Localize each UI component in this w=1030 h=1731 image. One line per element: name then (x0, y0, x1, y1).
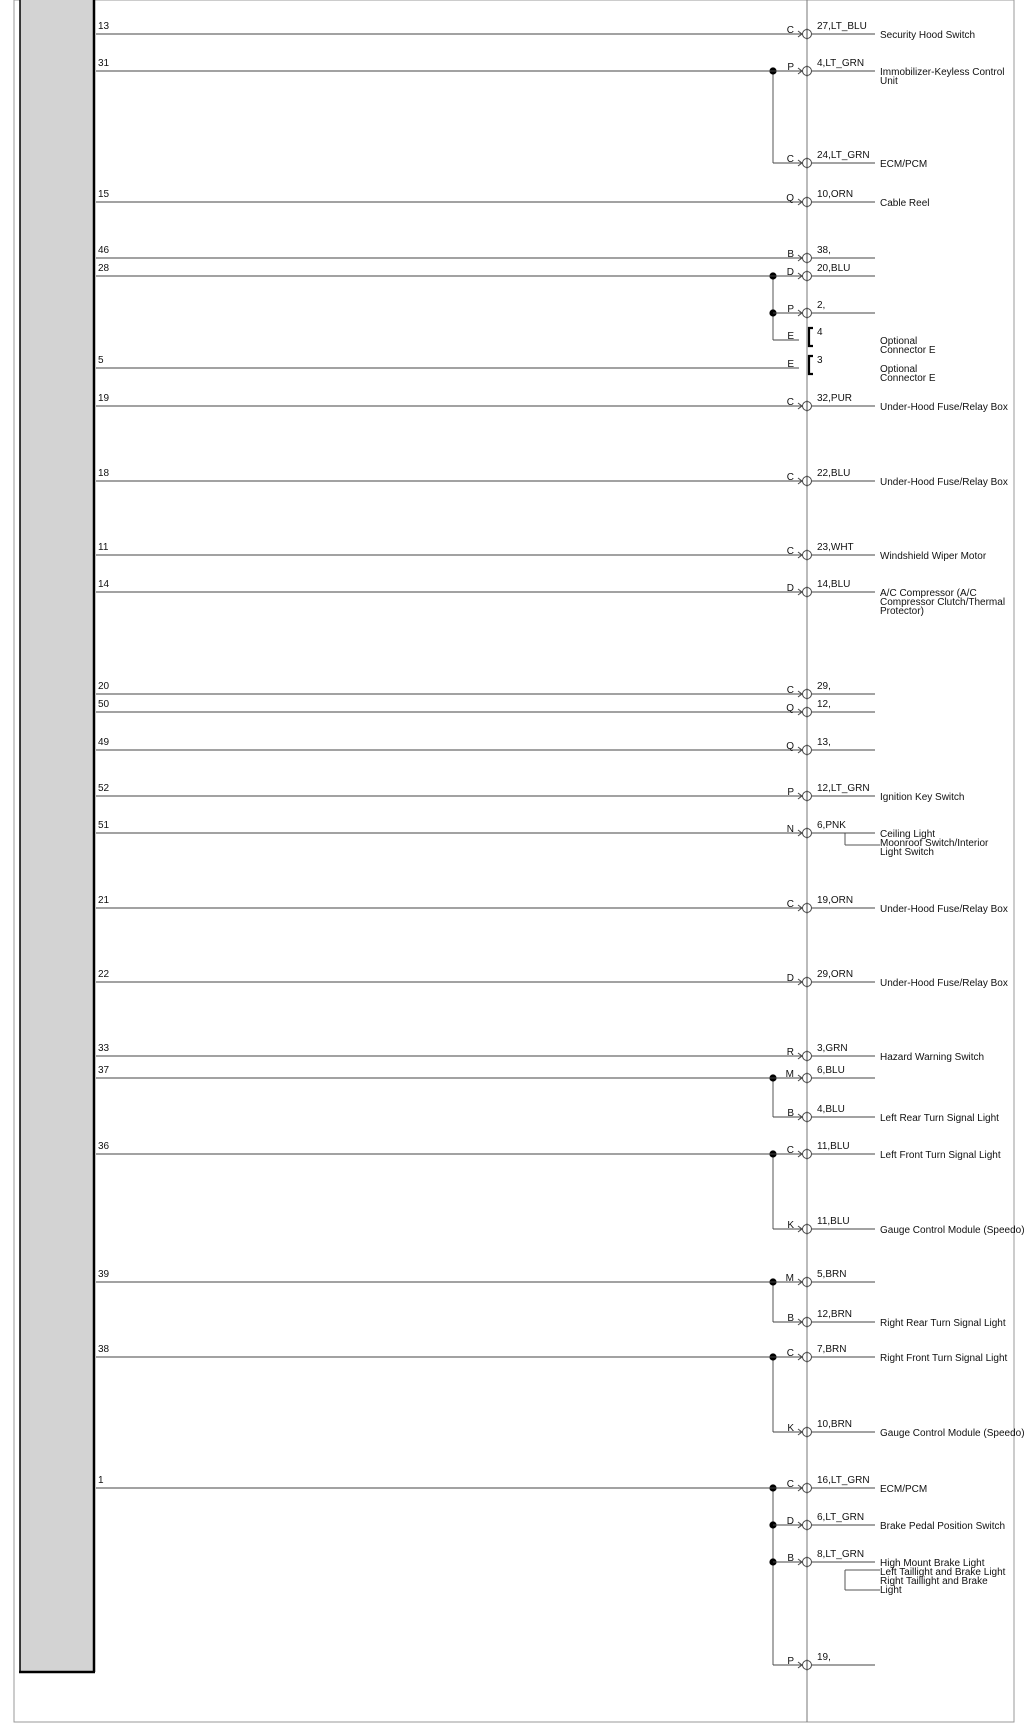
component-label: Under-Hood Fuse/Relay Box (880, 402, 1008, 413)
circuit-row (96, 245, 875, 264)
wire-spec: 24,LT_GRN (817, 150, 870, 161)
wire-spec: 8,LT_GRN (817, 1549, 865, 1560)
circuit-row (96, 895, 1008, 915)
component-label: Optional (880, 336, 918, 347)
wire-spec: 11,BLU (817, 1216, 850, 1227)
pin-number: 1 (98, 1475, 104, 1486)
component-label: ECM/PCM (880, 1484, 928, 1495)
pin-number: 38 (98, 1344, 110, 1355)
wire-spec: 6,PNK (817, 820, 846, 831)
pin-number: 19 (98, 393, 110, 404)
circuit-row (773, 1549, 1006, 1596)
component-label: Ignition Key Switch (880, 792, 965, 803)
circuit-row (96, 393, 1008, 413)
connector-letter: B (787, 249, 794, 260)
optional-connector-bracket (809, 328, 813, 346)
component-label: Gauge Control Module (Speedo) (880, 1225, 1025, 1236)
pin-number: 15 (98, 189, 110, 200)
connector-letter: C (786, 397, 794, 408)
component-label: ECM/PCM (880, 159, 928, 170)
connector-letter: C (786, 899, 794, 910)
component-label: Immobilizer-Keyless Control (880, 67, 1005, 78)
pin-number: 39 (98, 1269, 110, 1280)
circuit-row (96, 820, 989, 858)
component-label: Protector) (880, 606, 924, 617)
wire-spec: 4,LT_GRN (817, 58, 865, 69)
connector-letter: P (787, 787, 794, 798)
wire-spec: 6,BLU (817, 1065, 845, 1076)
component-label: Light Switch (880, 847, 934, 858)
wire-spec: 38, (817, 245, 831, 256)
component-label: Hazard Warning Switch (880, 1052, 985, 1063)
component-label: A/C Compressor (A/C (880, 588, 977, 599)
pin-number: 13 (98, 21, 110, 32)
connector-letter: E (787, 359, 794, 370)
component-label: Right Front Turn Signal Light (880, 1353, 1008, 1364)
wire-spec: 14,BLU (817, 579, 851, 590)
pin-number: 51 (98, 820, 110, 831)
component-label: Right Rear Turn Signal Light (880, 1318, 1006, 1329)
connector-letter: Q (786, 703, 794, 714)
pin-number: 33 (98, 1043, 110, 1054)
component-label: Ceiling Light (880, 829, 936, 840)
component-label: Connector E (880, 345, 936, 356)
component-label: Brake Pedal Position Switch (880, 1521, 1006, 1532)
wire-spec: 12,BRN (817, 1309, 853, 1320)
pin-number: 50 (98, 699, 110, 710)
wire-spec: 12, (817, 699, 831, 710)
connector-letter: C (786, 25, 794, 36)
connector-letter: C (786, 546, 794, 557)
connector-letter: D (786, 973, 794, 984)
circuit-row (773, 150, 927, 170)
component-label: Under-Hood Fuse/Relay Box (880, 978, 1008, 989)
circuit-row (773, 327, 936, 356)
pin-number: 52 (98, 783, 110, 794)
circuit-row (773, 300, 875, 319)
circuit-row (96, 737, 875, 756)
wire-spec: 10,ORN (817, 189, 854, 200)
component-label: Left Front Turn Signal Light (880, 1150, 1001, 1161)
connector-letter: D (786, 267, 794, 278)
wire-spec: 19,ORN (817, 895, 854, 906)
component-label: Cable Reel (880, 198, 930, 209)
wire-spec: 3,GRN (817, 1043, 848, 1054)
wire-spec: 2, (817, 300, 826, 311)
connector-letter: C (786, 472, 794, 483)
connector-letter: E (787, 331, 794, 342)
pin-number: 21 (98, 895, 110, 906)
circuit-row (96, 189, 929, 209)
component-label: Security Hood Switch (880, 30, 976, 41)
pin-number: 22 (98, 969, 110, 980)
connector-letter: P (787, 304, 794, 315)
pin-number: 37 (98, 1065, 110, 1076)
circuit-row (96, 1065, 875, 1084)
circuit-row (96, 263, 875, 282)
component-label: Windshield Wiper Motor (880, 551, 987, 562)
circuit-row (773, 1512, 1005, 1532)
component-label: Under-Hood Fuse/Relay Box (880, 477, 1008, 488)
component-label: Left Taillight and Brake Light (880, 1567, 1006, 1578)
connector-letter: C (786, 1479, 794, 1490)
wire-spec: 19, (817, 1652, 831, 1663)
wire-spec: 6,LT_GRN (817, 1512, 865, 1523)
wire-spec: 16,LT_GRN (817, 1475, 870, 1486)
connector-letter: P (787, 62, 794, 73)
connector-letter: K (787, 1423, 794, 1434)
circuit-row (96, 355, 936, 384)
component-label: Optional (880, 364, 918, 375)
circuit-row (96, 542, 987, 562)
pin-number: 49 (98, 737, 110, 748)
connector-letter: N (786, 824, 794, 835)
component-label: High Mount Brake Light (880, 1558, 985, 1569)
wire-spec: 32,PUR (817, 393, 853, 404)
connector-letter: Q (786, 193, 794, 204)
circuit-row (96, 58, 1004, 87)
connector-letter: C (786, 685, 794, 696)
wire-spec: 20,BLU (817, 263, 851, 274)
component-label: Gauge Control Module (Speedo) (880, 1428, 1025, 1439)
optional-connector-bracket (809, 356, 813, 374)
circuit-row (96, 468, 1008, 488)
circuit-row (96, 1043, 984, 1063)
pin-number: 18 (98, 468, 110, 479)
circuit-rows (96, 21, 1025, 1671)
circuit-row (773, 1309, 1006, 1329)
circuit-row (96, 681, 875, 700)
wire-spec: 11,BLU (817, 1141, 850, 1152)
connector-letter: M (785, 1069, 794, 1080)
circuit-row (773, 1419, 1025, 1439)
wire-spec: 5,BRN (817, 1269, 847, 1280)
connector-letter: B (787, 1313, 794, 1324)
wire-spec: 27,LT_BLU (817, 21, 867, 32)
circuit-row (773, 1216, 1025, 1236)
component-label: Under-Hood Fuse/Relay Box (880, 904, 1008, 915)
component-label: Moonroof Switch/Interior (880, 838, 989, 849)
circuit-row (96, 699, 875, 718)
connector-letter: K (787, 1220, 794, 1231)
pin-number: 36 (98, 1141, 110, 1152)
wire-spec: 23,WHT (817, 542, 854, 553)
wire-spec: 12,LT_GRN (817, 783, 870, 794)
connector-letter: D (786, 1516, 794, 1527)
connector-letter: P (787, 1656, 794, 1667)
connector-letter: R (786, 1047, 794, 1058)
connector-letter: M (785, 1273, 794, 1284)
wire-spec: 4,BLU (817, 1104, 845, 1115)
component-label: Left Rear Turn Signal Light (880, 1113, 999, 1124)
wire-spec: 29, (817, 681, 831, 692)
circuit-row (96, 1269, 875, 1288)
circuit-row (773, 1652, 875, 1671)
wire-spec: 3 (817, 355, 823, 366)
circuit-row (96, 21, 975, 41)
pin-number: 14 (98, 579, 110, 590)
component-label: Right Taillight and Brake (880, 1576, 988, 1587)
pin-number: 20 (98, 681, 110, 692)
connector-letter: C (786, 1348, 794, 1359)
circuit-row (96, 969, 1008, 989)
component-label: Unit (880, 76, 898, 87)
connector-letter: C (786, 1145, 794, 1156)
wire-spec: 13, (817, 737, 831, 748)
pin-number: 46 (98, 245, 110, 256)
wire-spec: 29,ORN (817, 969, 854, 980)
pin-number: 5 (98, 355, 104, 366)
circuit-row (96, 579, 1005, 617)
component-label: Light (880, 1585, 902, 1596)
wire-spec: 7,BRN (817, 1344, 847, 1355)
connector-letter: B (787, 1108, 794, 1119)
circuit-row (96, 1344, 1008, 1364)
component-label: Compressor Clutch/Thermal (880, 597, 1006, 608)
connector-letter: B (787, 1553, 794, 1564)
pin-number: 28 (98, 263, 110, 274)
wire-spec: 22,BLU (817, 468, 851, 479)
pin-number: 31 (98, 58, 110, 69)
component-label: Connector E (880, 373, 936, 384)
circuit-row (96, 783, 965, 803)
wire-spec: 4 (817, 327, 823, 338)
control-unit-block (20, 0, 93, 1672)
wire-spec: 10,BRN (817, 1419, 853, 1430)
connector-letter: C (786, 154, 794, 165)
circuit-row (96, 1475, 927, 1495)
pin-number: 11 (98, 542, 109, 553)
circuit-row (96, 1141, 1001, 1161)
connector-letter: D (786, 583, 794, 594)
connector-letter: Q (786, 741, 794, 752)
